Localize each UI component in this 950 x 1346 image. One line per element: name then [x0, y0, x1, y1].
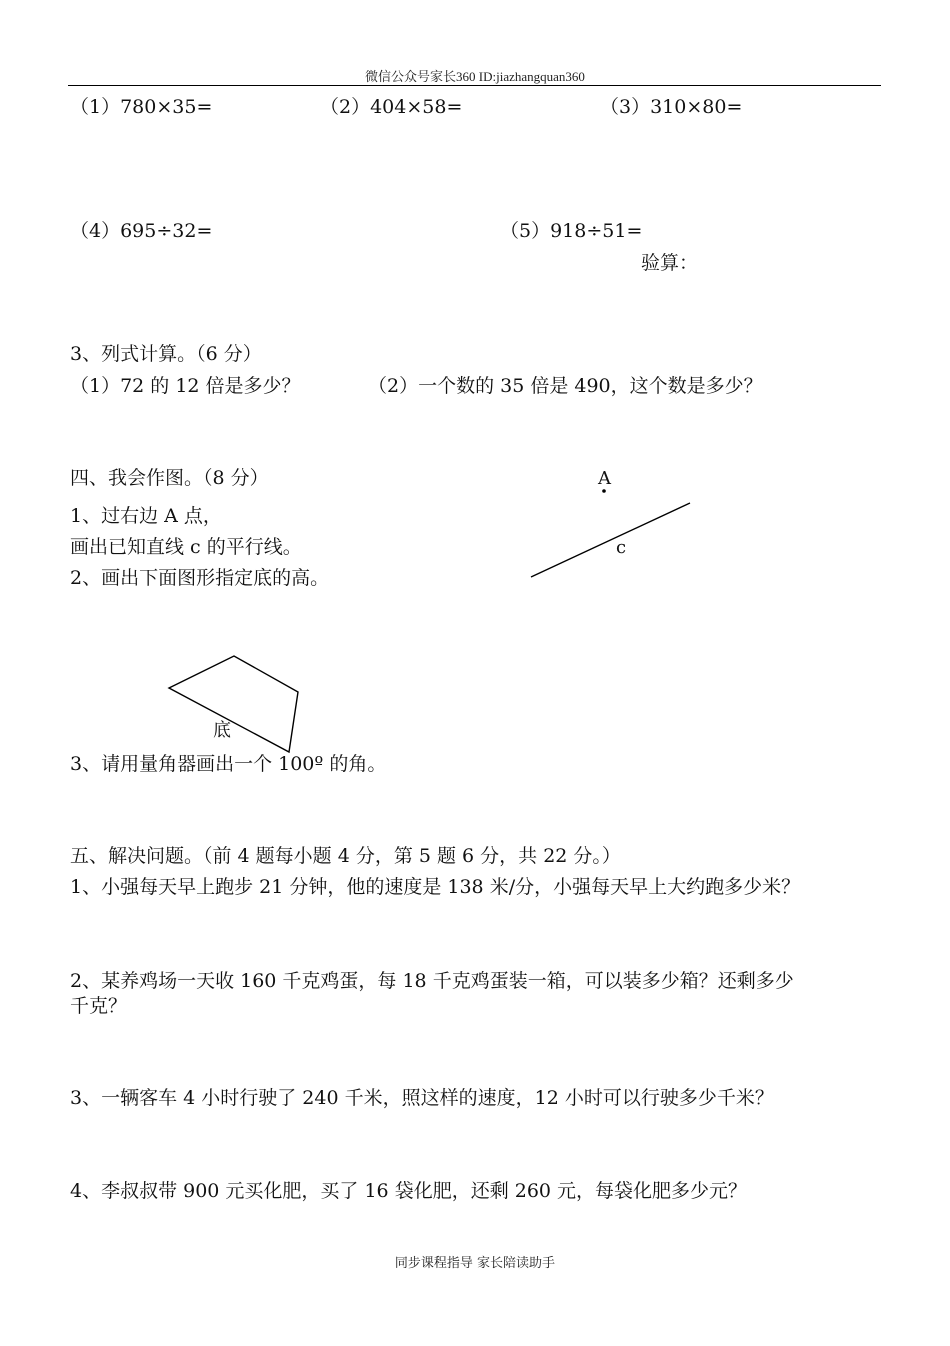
section4-question-3: 3、请用量角器画出一个 100º 的角。: [70, 753, 387, 775]
page-header: 微信公众号家长360 ID:jiazhangquan360: [365, 69, 585, 84]
calc-item-4: （4）695÷32=: [70, 220, 213, 242]
section4-question-1-line-2: 画出已知直线 c 的平行线。: [70, 536, 302, 558]
check-label: 验算：: [641, 252, 699, 274]
section3-question-2: （2）一个数的 35 倍是 490，这个数是多少？: [368, 375, 763, 397]
calc-item-5: （5）918÷51=: [500, 220, 643, 242]
line-c-label: c: [616, 537, 627, 558]
section4-question-2: 2、画出下面图形指定底的高。: [70, 567, 330, 589]
section5-question-1: 1、小强每天早上跑步 21 分钟，他的速度是 138 米/分，小强每天早上大约跑多少米？: [70, 876, 801, 898]
line-c: [531, 503, 690, 577]
section3-title: 3、列式计算。（6 分）: [70, 343, 262, 365]
quadrilateral-shape: [169, 656, 298, 752]
section4-title: 四、我会作图。（8 分）: [70, 467, 269, 489]
section5-question-3: 3、一辆客车 4 小时行驶了 240 千米，照这样的速度，12 小时可以行驶多少千米？: [70, 1087, 774, 1109]
section5-question-2-line-1: 2、某养鸡场一天收 160 千克鸡蛋，每 18 千克鸡蛋装一箱，可以装多少箱？还剩多少: [70, 970, 794, 992]
calc-item-2: （2）404×58=: [320, 96, 463, 118]
section4-question-1-line-1: 1、过右边 A 点，: [70, 505, 222, 527]
calc-item-3: （3）310×80=: [600, 96, 743, 118]
point-a-label: A: [598, 468, 611, 489]
section3-question-1: （1）72 的 12 倍是多少？: [70, 375, 301, 397]
section5-question-2-line-2: 千克？: [70, 995, 128, 1017]
section5-question-4: 4、李叔叔带 900 元买化肥，买了 16 袋化肥，还剩 260 元，每袋化肥多少元？: [70, 1180, 748, 1202]
calc-item-1: （1）780×35=: [70, 96, 213, 118]
section5-title: 五、解决问题。（前 4 题每小题 4 分，第 5 题 6 分，共 22 分。）: [70, 845, 621, 867]
base-label: 底: [213, 720, 231, 741]
page-footer: 同步课程指导 家长陪读助手: [394, 1256, 556, 1271]
point-a: [602, 489, 606, 493]
